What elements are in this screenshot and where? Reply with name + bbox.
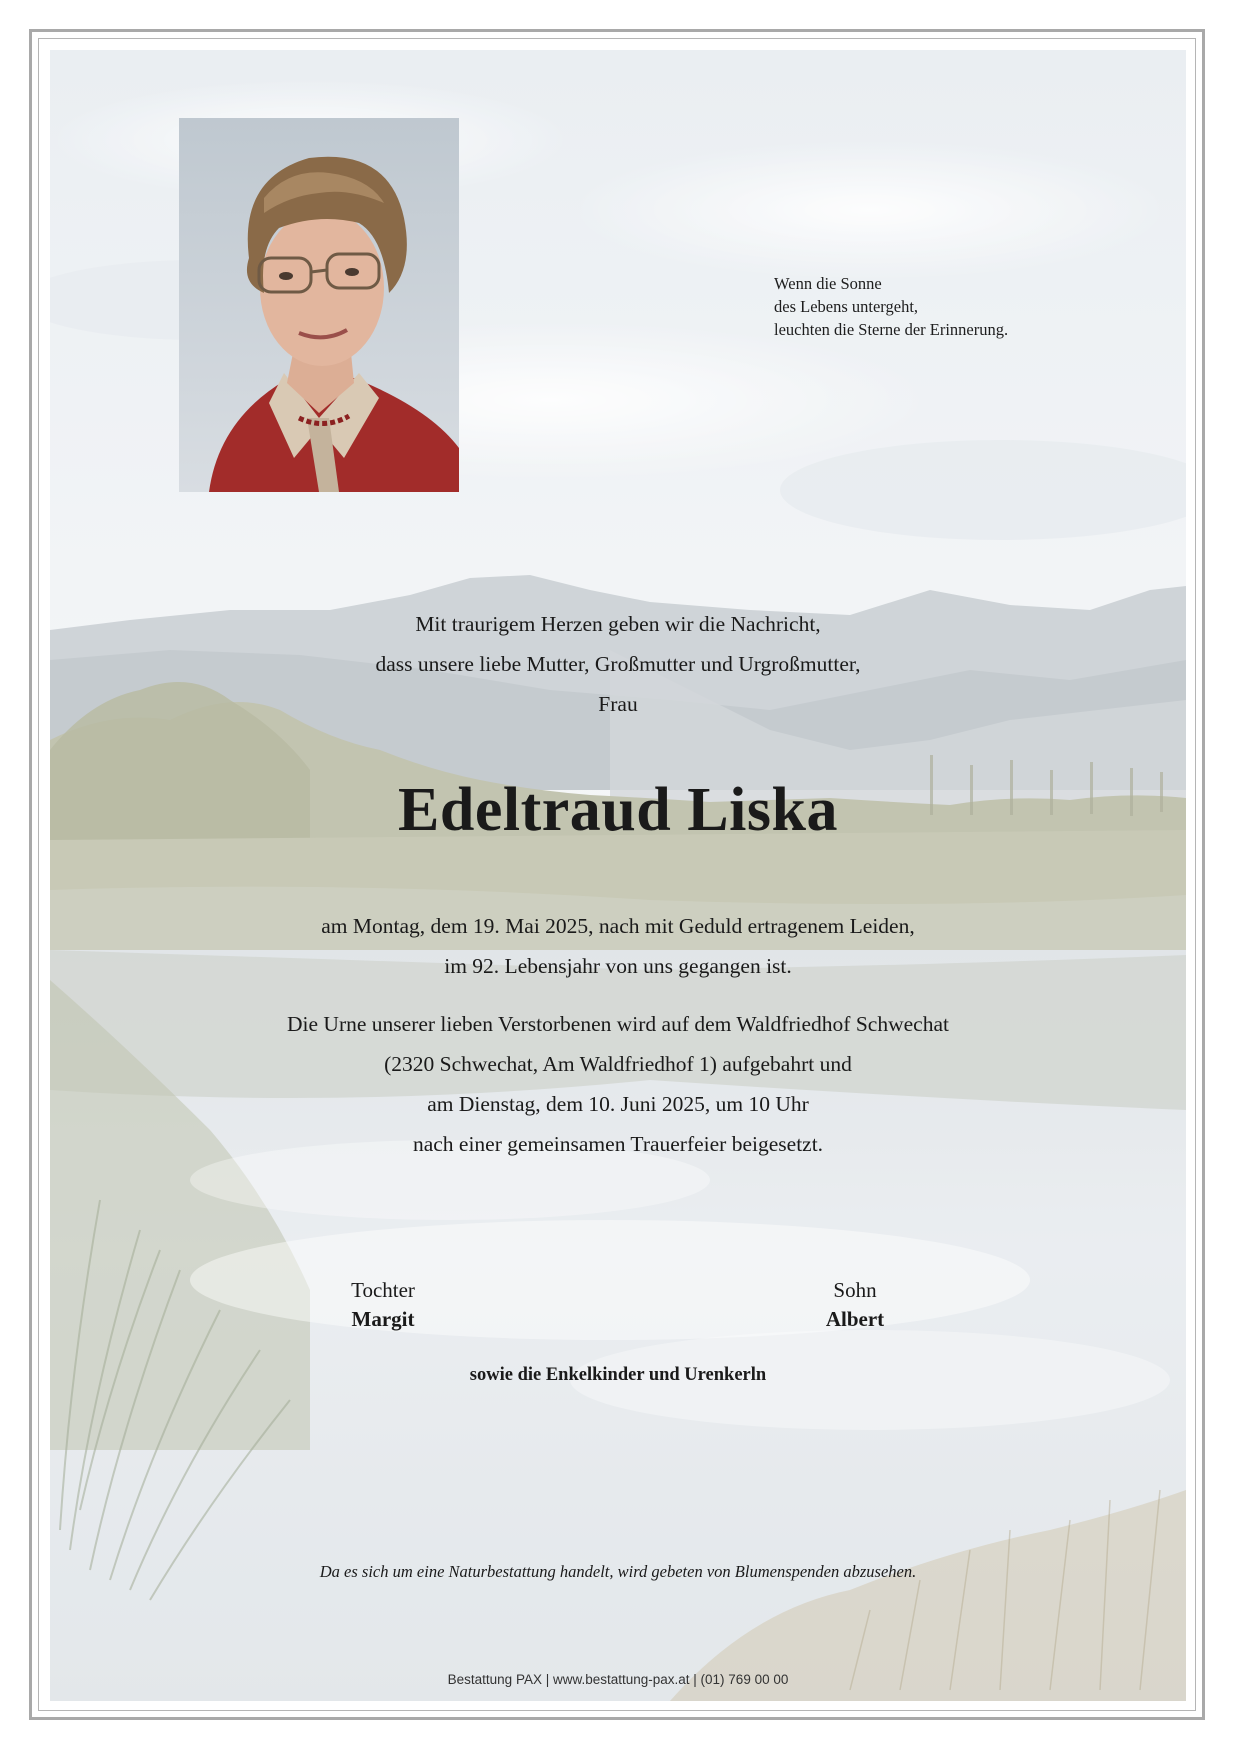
quote-line: leuchten die Sterne der Erinnerung.	[774, 320, 1009, 339]
mourner-son	[705, 1276, 1005, 1334]
deceased-name: Edeltraud Liska	[398, 776, 838, 844]
intro-line: Mit traurigem Herzen geben wir die Nachricht,	[415, 612, 821, 636]
mourner-relation: Sohn	[833, 1278, 877, 1302]
funeral-line: nach einer gemeinsamen Trauerfeier beigesetzt.	[412, 1132, 824, 1156]
intro-line: dass unsere liebe Mutter, Großmutter und Urgroßmutter,	[375, 652, 861, 676]
quote-line: Wenn die Sonne	[774, 274, 882, 293]
funeral-line: am Dienstag, dem 10. Juni 2025, um 10 Uhr	[427, 1092, 809, 1116]
quote-line: des Lebens untergeht,	[774, 297, 919, 316]
flower-donation-note: Da es sich um eine Naturbestattung handelt, wird gebeten von Blumenspenden abzusehen.	[319, 1562, 917, 1581]
details-line: im 92. Lebensjahr von uns gegangen ist.	[444, 954, 792, 978]
portrait-photo	[179, 118, 459, 492]
death-details	[50, 906, 1186, 986]
mourner-relation: Tochter	[351, 1278, 415, 1302]
announcement-intro	[50, 604, 1186, 724]
mourner-name: Margit	[351, 1307, 415, 1331]
mourner-daughter	[233, 1276, 533, 1334]
funeral-line: (2320 Schwechat, Am Waldfriedhof 1) aufgebahrt und	[384, 1052, 852, 1076]
funeral-details	[50, 1004, 1186, 1164]
funeral-home-footer: Bestattung PAX | www.bestattung-pax.at | (01) 769 00 00	[447, 1672, 789, 1687]
memorial-quote	[774, 272, 1008, 341]
intro-line: Frau	[598, 692, 638, 716]
mourner-name: Albert	[825, 1307, 885, 1331]
funeral-line: Die Urne unserer lieben Verstorbenen wird auf dem Waldfriedhof Schwechat	[287, 1012, 949, 1036]
details-line: am Montag, dem 19. Mai 2025, nach mit Geduld ertragenem Leiden,	[321, 914, 915, 938]
grandchildren-line: sowie die Enkelkinder und Urenkerln	[469, 1365, 767, 1385]
